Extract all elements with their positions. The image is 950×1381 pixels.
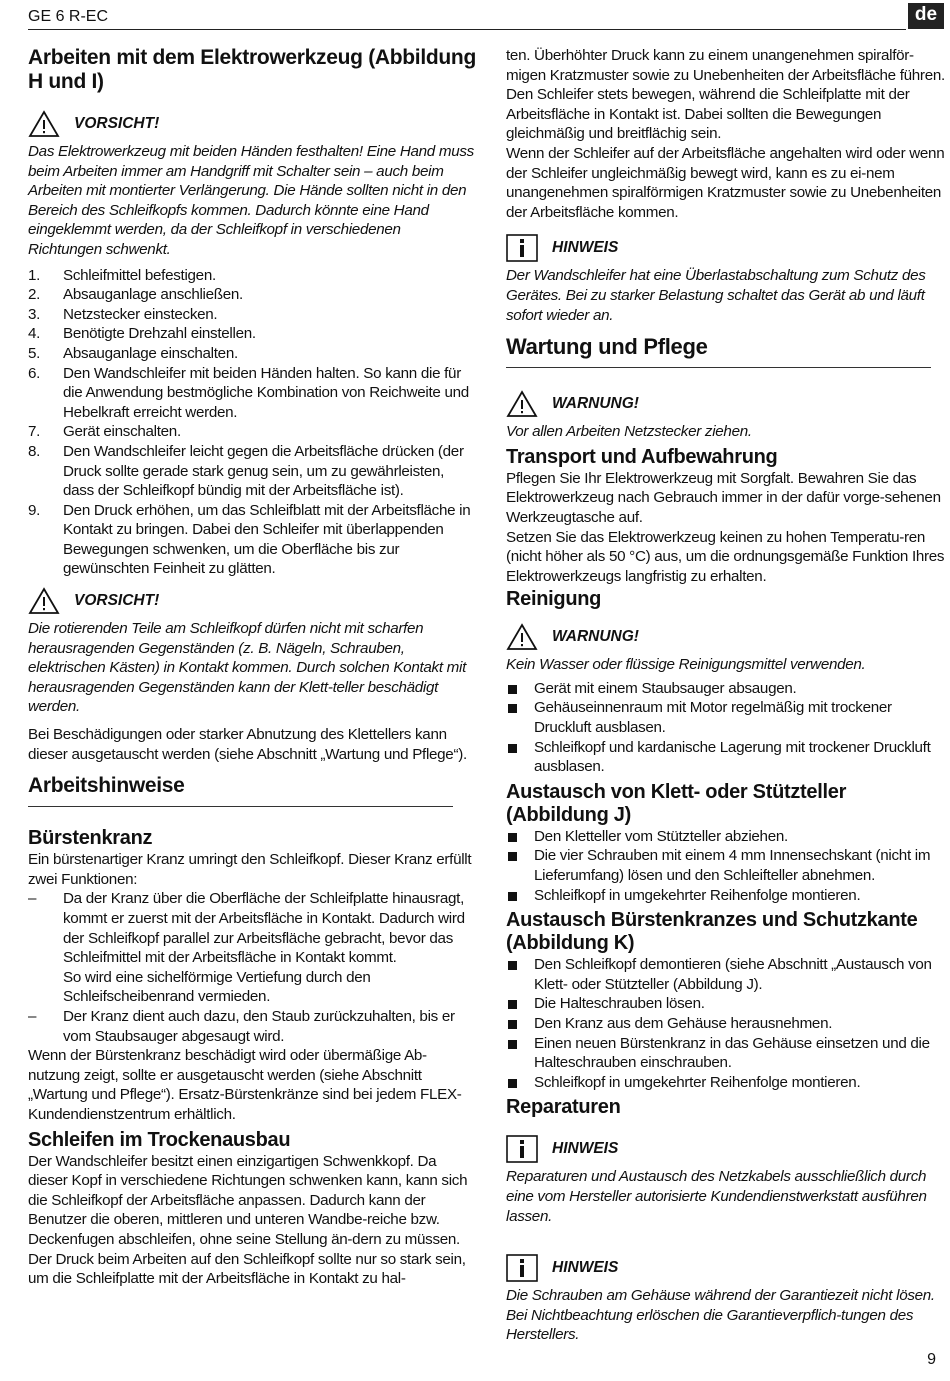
list-item: Einen neuen Bürstenkranz in das Gehäuse einsetzen und die Halteschrauben einschrauben. bbox=[506, 1034, 946, 1073]
warning-label: WARNUNG! bbox=[552, 395, 639, 413]
hint-text: Reparaturen und Austausch des Netzkabels ausschließlich durch eine vom Hersteller autorisierte Kundendienstwerkstatt ausführen lassen. bbox=[506, 1168, 927, 1225]
hint-text: Die Schrauben am Gehäuse während der Garantiezeit nicht lösen. Bei Nichtbeachtung erlöschen die Garantieverpflich-tungen des Herstellers. bbox=[506, 1287, 935, 1344]
warning-text: Kein Wasser oder flüssige Reinigungsmittel verwenden. bbox=[506, 656, 866, 674]
list-item: – Da der Kranz über die Oberfläche der Schleifplatte hinausragt, kommt er zuerst mit der Arbeitsfläche in Kontakt. Dadurch wird der Schleifkopf parallel zur Arbeitsfläche gebracht, bevor das Schleifmittel mit der Arbeitsfläche in Kontakt kommt. So wird eine sichelförmige Vertiefung durch den Schleifscheibenrand vermieden. bbox=[28, 890, 465, 1006]
heading-repairs: Reparaturen bbox=[506, 1096, 621, 1119]
list-item: Gerät mit einem Staubsauger absaugen. bbox=[506, 679, 946, 699]
hint-header bbox=[506, 232, 946, 264]
continued-paragraph-3: Wenn der Schleifer auf der Arbeitsfläche angehalten wird oder wenn der Schleifer ungleichmäßig bewegt wird, kann es zu ei-nem unangenehmen spiralförmigen Kratzmuster sowie zu Unebenheiten der Arbeitsfläche kommen. bbox=[506, 144, 945, 221]
list-item: Den Kletteller vom Stützteller abziehen. bbox=[506, 827, 946, 847]
left-column bbox=[28, 46, 476, 1289]
list-item: Gehäuseinnenraum mit Motor regelmäßig mit trockener Druckluft ausblasen. bbox=[506, 698, 946, 737]
list-item: – Der Kranz dient auch dazu, den Staub zurückzuhalten, bis er vom Staubsauger abgesaugt wird. bbox=[28, 1007, 455, 1045]
caution-text: Das Elektrowerkzeug mit beiden Händen festhalten! Eine Hand muss beim Arbeiten immer am Handgriff mit Schalter sein – auch beim Arbeiten mit montierter Verlängerung. Die Hände sollten nicht in den Bereich des Schleifkopfs kommen. Dadurch könnte eine Hand eingeklemmt werden, da der Schleifkopf in verschiedenen Richtungen schwenkt. bbox=[28, 143, 474, 258]
brush-list bbox=[28, 889, 476, 1046]
header-rule bbox=[28, 29, 906, 30]
list-item: 3. Netzstecker einstecken. bbox=[28, 305, 218, 323]
list-item: 4. Benötigte Drehzahl einstellen. bbox=[28, 325, 256, 343]
caution-label: VORSICHT! bbox=[74, 115, 160, 132]
list-item: 2. Absauganlage anschließen. bbox=[28, 286, 243, 304]
heading-pad-replacement: Austausch von Klett- oder Stützteller (Abbildung J) bbox=[506, 780, 847, 826]
list-item: 9. Den Druck erhöhen, um das Schleifblatt mit der Arbeitsfläche in Kontakt zu bringen. Dabei den Schleifer mit überlappenden Bewegungen schwenken, um die Oberfläche bis zur gewünschten Feinheit zu glätten. bbox=[28, 501, 471, 578]
warning-triangle-icon bbox=[506, 390, 538, 418]
cleaning-list bbox=[506, 679, 946, 777]
warning-triangle-icon bbox=[506, 623, 538, 651]
list-item: 1. Schleifmittel befestigen. bbox=[28, 266, 216, 284]
damage-paragraph: Bei Beschädigungen oder starker Abnutzung des Klettellers kann dieser ausgetauscht werden (siehe Abschnitt „Wartung und Pflege“). bbox=[28, 726, 467, 763]
continued-paragraph-1: ten. Überhöhter Druck kann zu einem unangenehmen spiralför-migen Kratzmuster sowie zu Unebenheiten der Arbeitsfläche führen. bbox=[506, 47, 945, 84]
heading-maintenance: Wartung und Pflege bbox=[506, 335, 931, 368]
hint-label: HINWEIS bbox=[552, 239, 619, 257]
hint-header bbox=[506, 1133, 946, 1165]
language-badge: de bbox=[908, 3, 944, 29]
hint-text: Der Wandschleifer hat eine Überlastabschaltung zum Schutz des Gerätes. Bei zu starker Belastung schaltet das Gerät ab und läuft sofort wieder an. bbox=[506, 267, 926, 324]
drywall-paragraph-2: Der Druck beim Arbeiten auf den Schleifkopf sollte nur so stark sein, um die Schleifplatte mit der Arbeitsfläche in Kontakt zu hal- bbox=[28, 1250, 466, 1288]
caution-header bbox=[28, 108, 476, 140]
heading-working: Arbeiten mit dem Elektrowerkzeug (Abbildung H und I) bbox=[28, 46, 476, 93]
steps-list bbox=[28, 266, 476, 580]
heading-cleaning: Reinigung bbox=[506, 588, 602, 611]
warning-text: Vor allen Arbeiten Netzstecker ziehen. bbox=[506, 423, 752, 441]
warning-triangle-icon bbox=[28, 587, 60, 615]
list-item: Schleifkopf und kardanische Lagerung mit trockener Druckluft ausblasen. bbox=[506, 738, 946, 777]
info-icon bbox=[506, 1254, 538, 1282]
list-item: Den Schleifkopf demontieren (siehe Abschnitt „Austausch von Klett- oder Stützteller (Abbildung J). bbox=[506, 955, 946, 994]
heading-hints: Arbeitshinweise bbox=[28, 774, 453, 807]
model-name: GE 6 R-EC bbox=[28, 8, 109, 25]
caution-text: Die rotierenden Teile am Schleifkopf dürfen nicht mit scharfen herausragenden Gegenständen (z. B. Nägeln, Schrauben, elektrischen Kästen) in Kontakt kommen. Durch solchen Kontakt mit herausragenden Gegenständen kann der Klett-teller beschädigt werden. bbox=[28, 620, 467, 716]
heading-brushring-replacement: Austausch Bürstenkranzes und Schutzkante (Abbildung K) bbox=[506, 909, 918, 955]
list-item: 6. Den Wandschleifer mit beiden Händen halten. So kann die für die Anwendung bestmögliche Kombination von Reichweite und Hebelkraft erreicht werden. bbox=[28, 364, 469, 421]
page-header bbox=[0, 0, 950, 34]
info-icon bbox=[506, 234, 538, 262]
list-item: 5. Absauganlage einschalten. bbox=[28, 344, 238, 362]
caution-label: VORSICHT! bbox=[74, 592, 160, 610]
brushring-list bbox=[506, 955, 946, 1092]
list-item: Schleifkopf in umgekehrter Reihenfolge montieren. bbox=[506, 886, 946, 906]
heading-transport: Transport und Aufbewahrung bbox=[506, 445, 778, 468]
page-number: 9 bbox=[927, 1351, 936, 1368]
warning-triangle-icon bbox=[28, 110, 60, 138]
pad-list bbox=[506, 827, 946, 905]
list-item: Die Halteschrauben lösen. bbox=[506, 994, 946, 1014]
hint-label: HINWEIS bbox=[552, 1140, 619, 1158]
brush-outro: Wenn der Bürstenkranz beschädigt wird oder übermäßige Ab-nutzung zeigt, sollte er ausgetauscht werden (siehe Abschnitt „Wartung und Pflege“). Ersatz-Bürstenkränze sind bei jedem FLEX-Kundendienstzentrum erhältlich. bbox=[28, 1047, 462, 1123]
info-icon bbox=[506, 1135, 538, 1163]
list-item: 7. Gerät einschalten. bbox=[28, 423, 181, 441]
caution-header bbox=[28, 585, 476, 617]
hint-label: HINWEIS bbox=[552, 1259, 619, 1277]
list-item: Den Kranz aus dem Gehäuse herausnehmen. bbox=[506, 1014, 946, 1034]
brush-intro: Ein bürstenartiger Kranz umringt den Schleifkopf. Dieser Kranz erfüllt zwei Funktionen: bbox=[28, 851, 472, 888]
list-item: 8. Den Wandschleifer leicht gegen die Arbeitsfläche drücken (der Druck sollte gerade stark genug sein, um zu gewährleisten, dass der Schleifkopf bündig mit der Arbeitsfläche ist). bbox=[28, 442, 464, 500]
drywall-paragraph-1: Der Wandschleifer besitzt einen einzigartigen Schwenkkopf. Da dieser Kopf in verschiedene Richtungen schwenken kann, kann sich die Schleifkopf der Arbeitsfläche anpassen. Dadurch kann der Benutzer die oberen, mittleren und unteren Wandbe-reiche bzw. Deckenfugen abschleifen, ohne seine Stellung än-dern zu müssen. bbox=[28, 1152, 468, 1248]
warning-header bbox=[506, 388, 946, 420]
warning-header bbox=[506, 621, 946, 653]
list-item: Schleifkopf in umgekehrter Reihenfolge montieren. bbox=[506, 1073, 946, 1093]
list-item: Die vier Schrauben mit einem 4 mm Innensechskant (nicht im Lieferumfang) lösen und den Schleifteller abnehmen. bbox=[506, 846, 946, 885]
transport-paragraph-1: Pflegen Sie Ihr Elektrowerkzeug mit Sorgfalt. Bewahren Sie das Elektrowerkzeug nach Gebrauch immer in der dafür vorge-sehenen Werkzeugtasche auf. bbox=[506, 469, 941, 526]
heading-brush: Bürstenkranz bbox=[28, 827, 153, 850]
heading-drywall: Schleifen im Trockenausbau bbox=[28, 1128, 291, 1151]
right-column bbox=[506, 46, 946, 1345]
transport-paragraph-2: Setzen Sie das Elektrowerkzeug keinen zu hohen Temperatu-ren (nicht höher als 50 °C) aus, um die ordnungsgemäße Funktion Ihres Elektrowerkzeugs langfristig zu erhalten. bbox=[506, 528, 945, 585]
continued-paragraph-2: Den Schleifer stets bewegen, während die Schleifplatte mit der Arbeitsfläche in Kontakt ist. Dabei sollten die Bewegungen gleichmäßig und breitflächig sein. bbox=[506, 86, 910, 143]
warning-label: WARNUNG! bbox=[552, 628, 639, 646]
hint-header bbox=[506, 1252, 946, 1284]
